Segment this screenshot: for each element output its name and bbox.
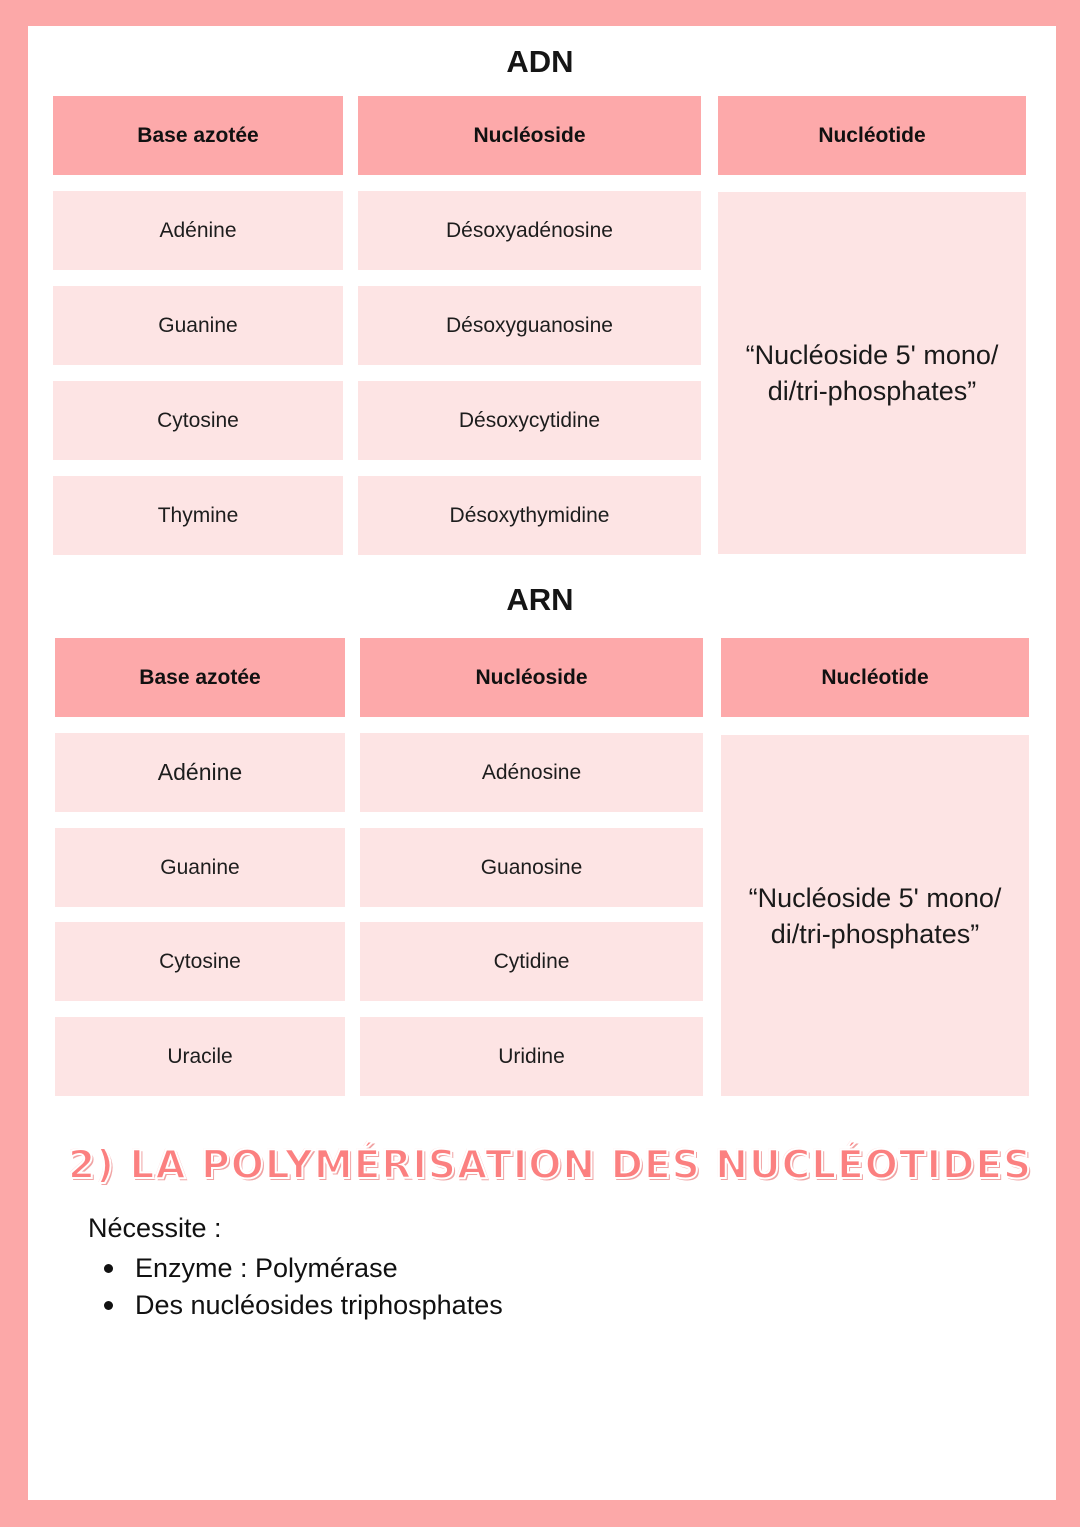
rna-row-base: Guanine — [55, 828, 345, 907]
rna-row-nucleoside: Uridine — [360, 1017, 703, 1096]
dna-nucleotide-line1: “Nucléoside 5' mono/ — [745, 340, 999, 370]
bullet-icon — [104, 1264, 113, 1273]
dna-row-base: Adénine — [53, 191, 343, 270]
section-heading-polymerisation: 2) LA POLYMÉRISATION DES NUCLÉOTIDES — [68, 1143, 1033, 1188]
dna-row-base: Thymine — [53, 476, 343, 555]
dna-table-title: ADN — [506, 44, 574, 79]
rna-table-title: ARN — [506, 582, 574, 617]
dna-nucleotide-line2: di/tri-phosphates” — [767, 376, 977, 406]
requirement-label: Nécessite : — [88, 1213, 222, 1243]
dna-row-nucleoside: Désoxyadénosine — [358, 191, 701, 270]
bullet-icon — [104, 1301, 113, 1310]
rna-row-base: Adénine — [55, 733, 345, 812]
dna-row-nucleoside: Désoxyguanosine — [358, 286, 701, 365]
rna-row-base: Uracile — [55, 1017, 345, 1096]
dna-row-nucleoside: Désoxycytidine — [358, 381, 701, 460]
rna-header-nucleoside: Nucléoside — [360, 638, 703, 717]
rna-nucleotide-line2: di/tri-phosphates” — [770, 919, 980, 949]
dna-row-base: Cytosine — [53, 381, 343, 460]
rna-row-nucleoside: Cytidine — [360, 922, 703, 1001]
rna-nucleotide-line1: “Nucléoside 5' mono/ — [748, 883, 1002, 913]
rna-row-base: Cytosine — [55, 922, 345, 1001]
dna-header-base: Base azotée — [53, 96, 343, 175]
dna-header-nucleoside: Nucléoside — [358, 96, 701, 175]
list-item — [100, 1287, 503, 1324]
dna-header-nucleotide: Nucléotide — [718, 96, 1026, 175]
rna-row-nucleoside: Adénosine — [360, 733, 703, 812]
requirement-list — [100, 1250, 503, 1324]
rna-row-nucleoside: Guanosine — [360, 828, 703, 907]
dna-row-base: Guanine — [53, 286, 343, 365]
rna-header-base: Base azotée — [55, 638, 345, 717]
rna-nucleotide-cell — [721, 735, 1029, 1096]
requirement-nucleosides: Des nucléosides triphosphates — [135, 1290, 503, 1320]
requirement-enzyme: Enzyme : Polymérase — [135, 1253, 398, 1283]
dna-nucleotide-cell — [718, 192, 1026, 554]
dna-row-nucleoside: Désoxythymidine — [358, 476, 701, 555]
rna-header-nucleotide: Nucléotide — [721, 638, 1029, 717]
list-item — [100, 1250, 503, 1287]
